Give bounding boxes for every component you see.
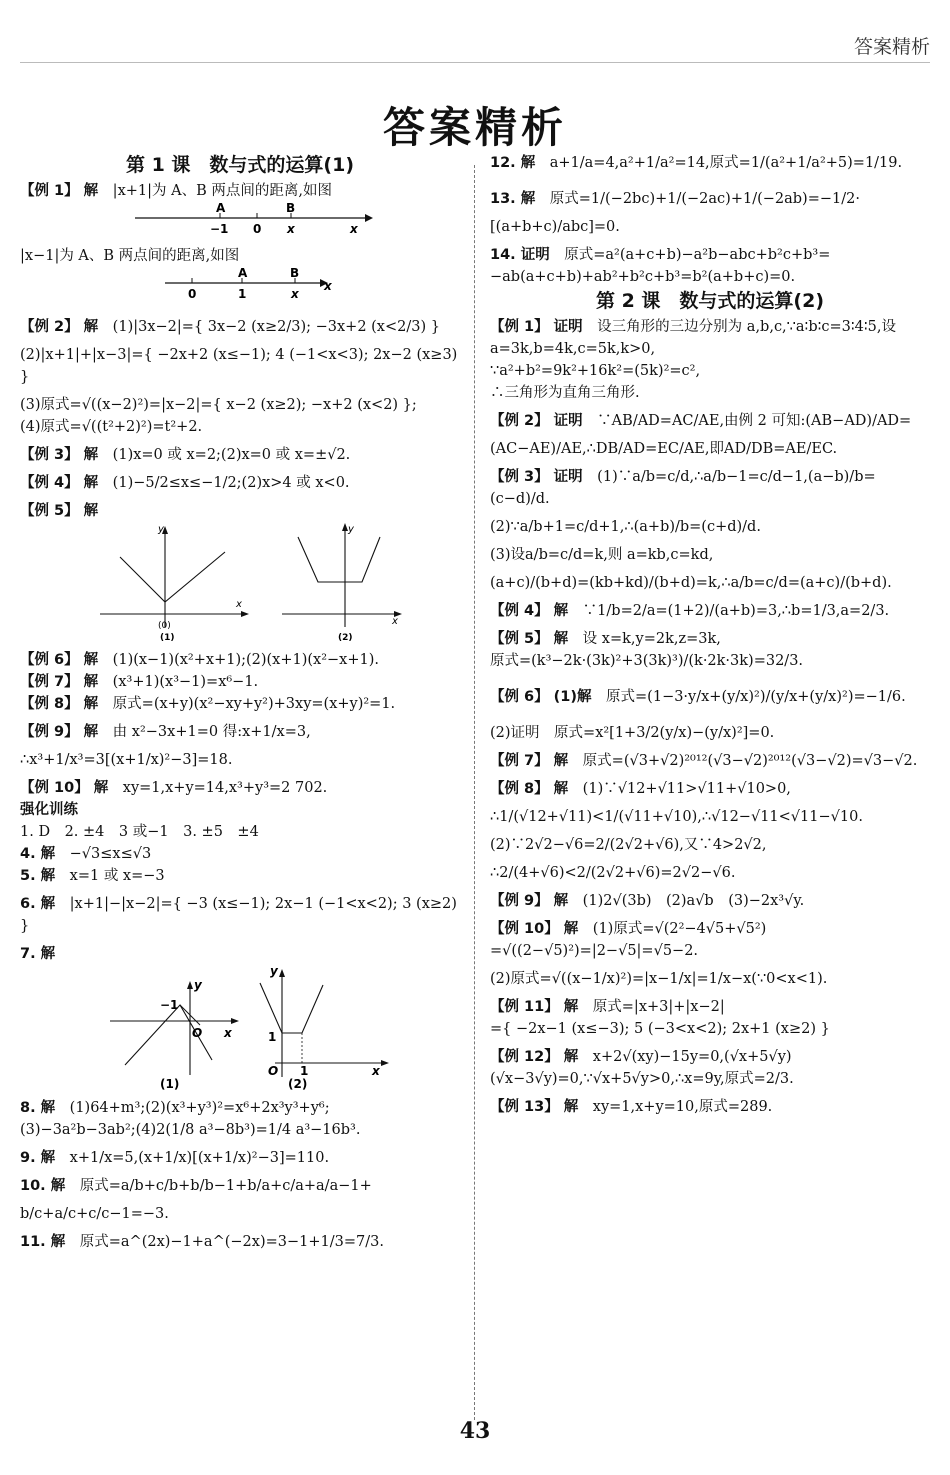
- page-title: 答案精析: [382, 103, 567, 152]
- nl2-axis-x: x: [324, 279, 332, 293]
- r-example-3: 【例 3】 证明 (1)∵a/b=c/d,∴a/b−1=c/d−1,(a−b)/b=(c−d)/d.: [490, 469, 876, 507]
- section-title-lesson1: 第 1 课 数与式的运算(1): [125, 154, 355, 176]
- fig7-g1-origin: O: [192, 1026, 203, 1040]
- page-number: 43: [459, 1418, 491, 1444]
- training-heading: 强化训练: [20, 802, 78, 818]
- nl2-label-a: A: [238, 267, 248, 280]
- training-line-7: 7. 解: [20, 946, 56, 962]
- fig7-g1-y: y: [194, 978, 202, 992]
- fig7-g2-origin: O: [268, 1064, 279, 1078]
- nl2-tick-x: x: [291, 287, 299, 301]
- training-line-9: 9. 解 x+1/x=5,(x+1/x)[(x+1/x)²−3]=110.: [20, 1150, 330, 1166]
- nl1-axis-x: x: [350, 222, 358, 236]
- fig5-g2-y: y: [348, 524, 354, 535]
- fig5-g2-x: x: [392, 616, 398, 627]
- r-example-8: 【例 8】 解 (1)∵√12+√11>√11+√10>0,: [490, 781, 791, 797]
- training-line-5: 5. 解 x=1 或 x=−3: [20, 868, 165, 884]
- example-9-line: 【例 9】 解 由 x²−3x+1=0 得:x+1/x=3,: [20, 724, 311, 740]
- training-line-13: 13. 解 原式=1/(−2bc)+1/(−2ac)+1/(−2ab)=−1/2·: [490, 191, 860, 207]
- fig7-g2-x: x: [372, 1064, 380, 1078]
- section-title-lesson2: 第 2 课 数与式的运算(2): [595, 290, 825, 312]
- example-2-part3: (3)原式=√((x−2)²)=|x−2|={ x−2 (x≥2); −x+2 (x<2) };: [20, 397, 417, 413]
- training-line-1: 1. D 2. ±4 3 或−1 3. ±5 ±4: [20, 824, 259, 840]
- example-8-line: 【例 8】 解 原式=(x+y)(x²−xy+y²)+3xy=(x+y)²=1.: [20, 696, 396, 712]
- r-example-1b: ∵a²+b²=9k²+16k²=(5k)²=c²,: [490, 363, 701, 379]
- example-5-line: 【例 5】 解: [20, 503, 99, 519]
- nl2-label-b: B: [290, 267, 300, 280]
- nl1-tick-x: x: [287, 222, 295, 236]
- r-example-10c: (2)原式=√((x−1/x)²)=|x−1/x|=1/x−x(∵0<x<1).: [490, 971, 828, 987]
- example-5-graphs: [20, 522, 460, 642]
- nl1-label-a: A: [216, 202, 226, 215]
- r-example-13: 【例 13】 解 xy=1,x+y=10,原式=289.: [490, 1099, 773, 1115]
- r-example-7: 【例 7】 解 原式=(√3+√2)²⁰¹²(√3−√2)²⁰¹²(√3−√2)=√3−√2.: [490, 753, 918, 769]
- example-10-line: 【例 10】 解 xy=1,x+y=14,x³+y³=2 702.: [20, 780, 328, 796]
- fig7-g2-1y: 1: [268, 1030, 277, 1044]
- fig5-g1-x: x: [236, 599, 242, 610]
- training-line-12: 12. 解 a+1/a=4,a²+1/a²=14,原式=1/(a²+1/a²+5)=1/19.: [490, 155, 903, 171]
- r-example-4: 【例 4】 解 ∵1/b=2/a=(1+2)/(a+b)=3,∴b=1/3,a=2/3.: [490, 603, 890, 619]
- r-example-6: 【例 6】 (1)解 原式=(1−3·y/x+(y/x)²)/(y/x+(y/x)²)=−1/6.: [490, 689, 906, 705]
- r-example-3d: (a+c)/(b+d)=(kb+kd)/(b+d)=k,∴a/b=c/d=(a+c)/(b+d).: [490, 575, 892, 591]
- nl1-tick-0: 0: [253, 222, 262, 236]
- r-example-10: 【例 10】 解 (1)原式=√(2²−4√5+√5²): [490, 921, 767, 937]
- r-example-2: 【例 2】 证明 ∵AB/AD=AC/AE,由例 2 可知:(AB−AD)/AD=: [490, 413, 912, 429]
- r-example-8c: (2)∵2√2−√6=2/(2√2+√6),又∵4>2√2,: [490, 837, 767, 853]
- fig5-caption-2: (2): [338, 633, 353, 642]
- example-6-line: 【例 6】 解 (1)(x−1)(x²+x+1);(2)(x+1)(x²−x+1).: [20, 652, 380, 668]
- number-line-2: [20, 267, 460, 303]
- r-example-11b: ={ −2x−1 (x≤−3); 5 (−3<x<2); 2x+1 (x≥2) }: [490, 1021, 830, 1037]
- example-1-line-2: |x−1|为 A、B 两点间的距离,如图: [20, 248, 240, 264]
- example-2-part4: (4)原式=√((t²+2)²)=t²+2.: [20, 419, 203, 435]
- column-divider: [474, 165, 475, 1420]
- training-line-8b: (3)−3a²b−3ab²;(4)2(1/8 a³−8b³)=1/4 a³−16b³.: [20, 1122, 361, 1138]
- left-column: [20, 152, 460, 1253]
- r-example-3c: (3)设a/b=c/d=k,则 a=kb,c=kd,: [490, 547, 714, 563]
- fig5-g1-origin: (0): [158, 621, 171, 631]
- training-line-14b: −ab(a+c+b)+ab²+b²c+b³=b²(a+b+c)=0.: [490, 269, 796, 285]
- nl1-tick-minus1: −1: [210, 222, 229, 236]
- fig7-g2-y: y: [270, 965, 278, 978]
- fig7-caption-1: (1): [160, 1077, 180, 1090]
- example-9-line-2: ∴x³+1/x³=3[(x+1/x)²−3]=18.: [20, 752, 233, 768]
- r-example-1c: ∴三角形为直角三角形.: [490, 385, 640, 401]
- example-5-figure: [20, 522, 460, 649]
- training-line-6: 6. 解 |x+1|−|x−2|={ −3 (x≤−1); 2x−1 (−1<x<2); 3 (x≥2) }: [20, 896, 462, 934]
- example-2-line: 【例 2】 解 (1)|3x−2|={ 3x−2 (x≥2/3); −3x+2 (x<2/3) }: [20, 319, 440, 335]
- running-header: 答案精析: [853, 36, 930, 58]
- training-line-4: 4. 解 −√3≤x≤√3: [20, 846, 152, 862]
- fig7-g1-x: x: [224, 1026, 232, 1040]
- r-example-5: 【例 5】 解 设 x=k,y=2k,z=3k,: [490, 631, 721, 647]
- r-example-1: 【例 1】 证明 设三角形的三边分别为 a,b,c,∵a∶b∶c=3∶4∶5,设 a=3k,b=4k,c=5k,k>0,: [490, 319, 901, 357]
- training-line-10: 10. 解 原式=a/b+c/b+b/b−1+b/a+c/a+a/a−1+: [20, 1178, 372, 1194]
- training-7-graphs: [20, 965, 460, 1090]
- header-rule: [20, 62, 930, 63]
- training-line-10b: b/c+a/c+c/c−1=−3.: [20, 1206, 169, 1222]
- example-1-line: 【例 1】 解 |x+1|为 A、B 两点间的距离,如图: [20, 183, 332, 199]
- r-example-11: 【例 11】 解 原式=|x+3|+|x−2|: [490, 999, 725, 1015]
- r-example-6b: (2)证明 原式=x²[1+3/2(y/x)−(y/x)²]=0.: [490, 725, 775, 741]
- example-4-line: 【例 4】 解 (1)−5/2≤x≤−1/2;(2)x>4 或 x<0.: [20, 475, 350, 491]
- r-example-10b: =√((2−√5)²)=|2−√5|=√5−2.: [490, 943, 699, 959]
- r-example-5b: 原式=(k³−2k·(3k)²+3(3k)³)/(k·2k·3k)=32/3.: [490, 653, 804, 669]
- example-3-line: 【例 3】 解 (1)x=0 或 x=2;(2)x=0 或 x=±√2.: [20, 447, 351, 463]
- r-example-9: 【例 9】 解 (1)2√(3b) (2)a√b (3)−2x³√y.: [490, 893, 805, 909]
- fig7-g1-minus1: −1: [160, 998, 179, 1012]
- training-line-14: 14. 证明 原式=a²(a+c+b)−a²b−abc+b²c+b³=: [490, 247, 831, 263]
- r-example-8d: ∴2/(4+√6)<2/(2√2+√6)=2√2−√6.: [490, 865, 736, 881]
- example-7-line: 【例 7】 解 (x³+1)(x³−1)=x⁶−1.: [20, 674, 259, 690]
- r-example-8b: ∴1/(√12+√11)<1/(√11+√10),∴√12−√11<√11−√10.: [490, 809, 863, 825]
- fig7-g2-1x: 1: [300, 1064, 309, 1078]
- right-column: [490, 152, 930, 1118]
- training-line-13b: [(a+b+c)/abc]=0.: [490, 219, 620, 235]
- r-example-12: 【例 12】 解 x+2√(xy)−15y=0,(√x+5√y)(√x−3√y)=0,∵√x+5√y>0,∴x=9y,原式=2/3.: [490, 1049, 794, 1087]
- number-line-1: [20, 202, 460, 238]
- training-line-11: 11. 解 原式=a^(2x)−1+a^(−2x)=3−1+1/3=7/3.: [20, 1234, 384, 1250]
- number-line-figure-1: [20, 202, 460, 245]
- number-line-figure-2: [20, 267, 460, 310]
- r-example-3b: (2)∵a/b+1=c/d+1,∴(a+b)/b=(c+d)/d.: [490, 519, 761, 535]
- nl2-tick-0: 0: [188, 287, 197, 301]
- r-example-2b: (AC−AE)/AE,∴DB/AD=EC/AE,即AD/DB=AE/EC.: [490, 441, 838, 457]
- training-7-figure: [20, 965, 460, 1097]
- nl2-tick-1: 1: [238, 287, 247, 301]
- fig7-caption-2: (2): [288, 1077, 308, 1090]
- training-line-8: 8. 解 (1)64+m³;(2)(x³+y³)²=x⁶+2x³y³+y⁶;: [20, 1100, 330, 1116]
- nl1-label-b: B: [286, 202, 296, 215]
- fig5-caption-1: (1): [160, 633, 175, 642]
- example-2-part2: (2)|x+1|+|x−3|={ −2x+2 (x≤−1); 4 (−1<x<3); 2x−2 (x≥3) }: [20, 347, 462, 385]
- fig5-g1-y: y: [158, 524, 164, 535]
